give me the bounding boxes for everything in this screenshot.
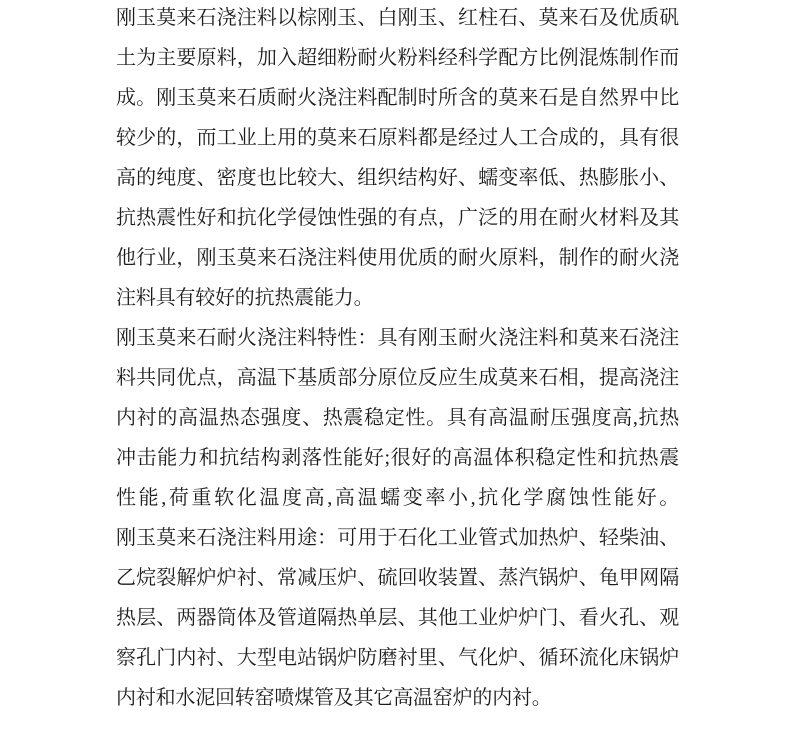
text-line: 他行业，刚玉莫来石浇注料使用优质的耐火原料，制作的耐火浇 [116, 247, 679, 269]
text-line: 刚玉莫来石浇注料以棕刚玉、白刚玉、红柱石、莫来石及优质矾 [116, 7, 679, 29]
text-line: 成。刚玉莫来石质耐火浇注料配制时所含的莫来石是自然界中比 [116, 87, 679, 109]
text-line: 刚玉莫来石浇注料用途：可用于石化工业管式加热炉、轻柴油、 [116, 527, 679, 549]
text-line: 高的纯度、密度也比较大、组织结构好、蠕变率低、热膨胀小、 [116, 167, 679, 189]
text-line: 抗热震性好和抗化学侵蚀性强的有点，广泛的用在耐火材料及其 [116, 207, 679, 229]
paragraph [116, 318, 679, 518]
text-line: 刚玉莫来石耐火浇注料特性：具有刚玉耐火浇注料和莫来石浇注 [116, 327, 679, 349]
text-line: 料共同优点，高温下基质部分原位反应生成莫来石相，提高浇注 [116, 367, 679, 389]
text-line: 内衬的高温热态强度、热震稳定性。具有高温耐压强度高,抗热 [116, 407, 679, 429]
text-line: 察孔门内衬、大型电站锅炉防磨衬里、气化炉、循环流化床锅炉 [116, 647, 679, 669]
text-line: 性能,荷重软化温度高,高温蠕变率小,抗化学腐蚀性能好。 [116, 487, 679, 509]
text-line: 冲击能力和抗结构剥落性能好;很好的高温体积稳定性和抗热震 [116, 447, 679, 469]
text-line: 内衬和水泥回转窑喷煤管及其它高温窑炉的内衬。 [116, 687, 552, 709]
text-line: 土为主要原料，加入超细粉耐火粉料经科学配方比例混炼制作而 [116, 47, 679, 69]
text-line: 乙烷裂解炉炉衬、常减压炉、硫回收装置、蒸汽锅炉、龟甲网隔 [116, 567, 679, 589]
text-line: 热层、两器筒体及管道隔热单层、其他工业炉炉门、看火孔、观 [116, 607, 679, 629]
text-line: 较少的，而工业上用的莫来石原料都是经过人工合成的，具有很 [116, 127, 679, 149]
text-line: 注料具有较好的抗热震能力。 [116, 287, 374, 309]
paragraph [116, 0, 679, 318]
paragraph [116, 518, 679, 718]
text-block [116, 0, 679, 718]
